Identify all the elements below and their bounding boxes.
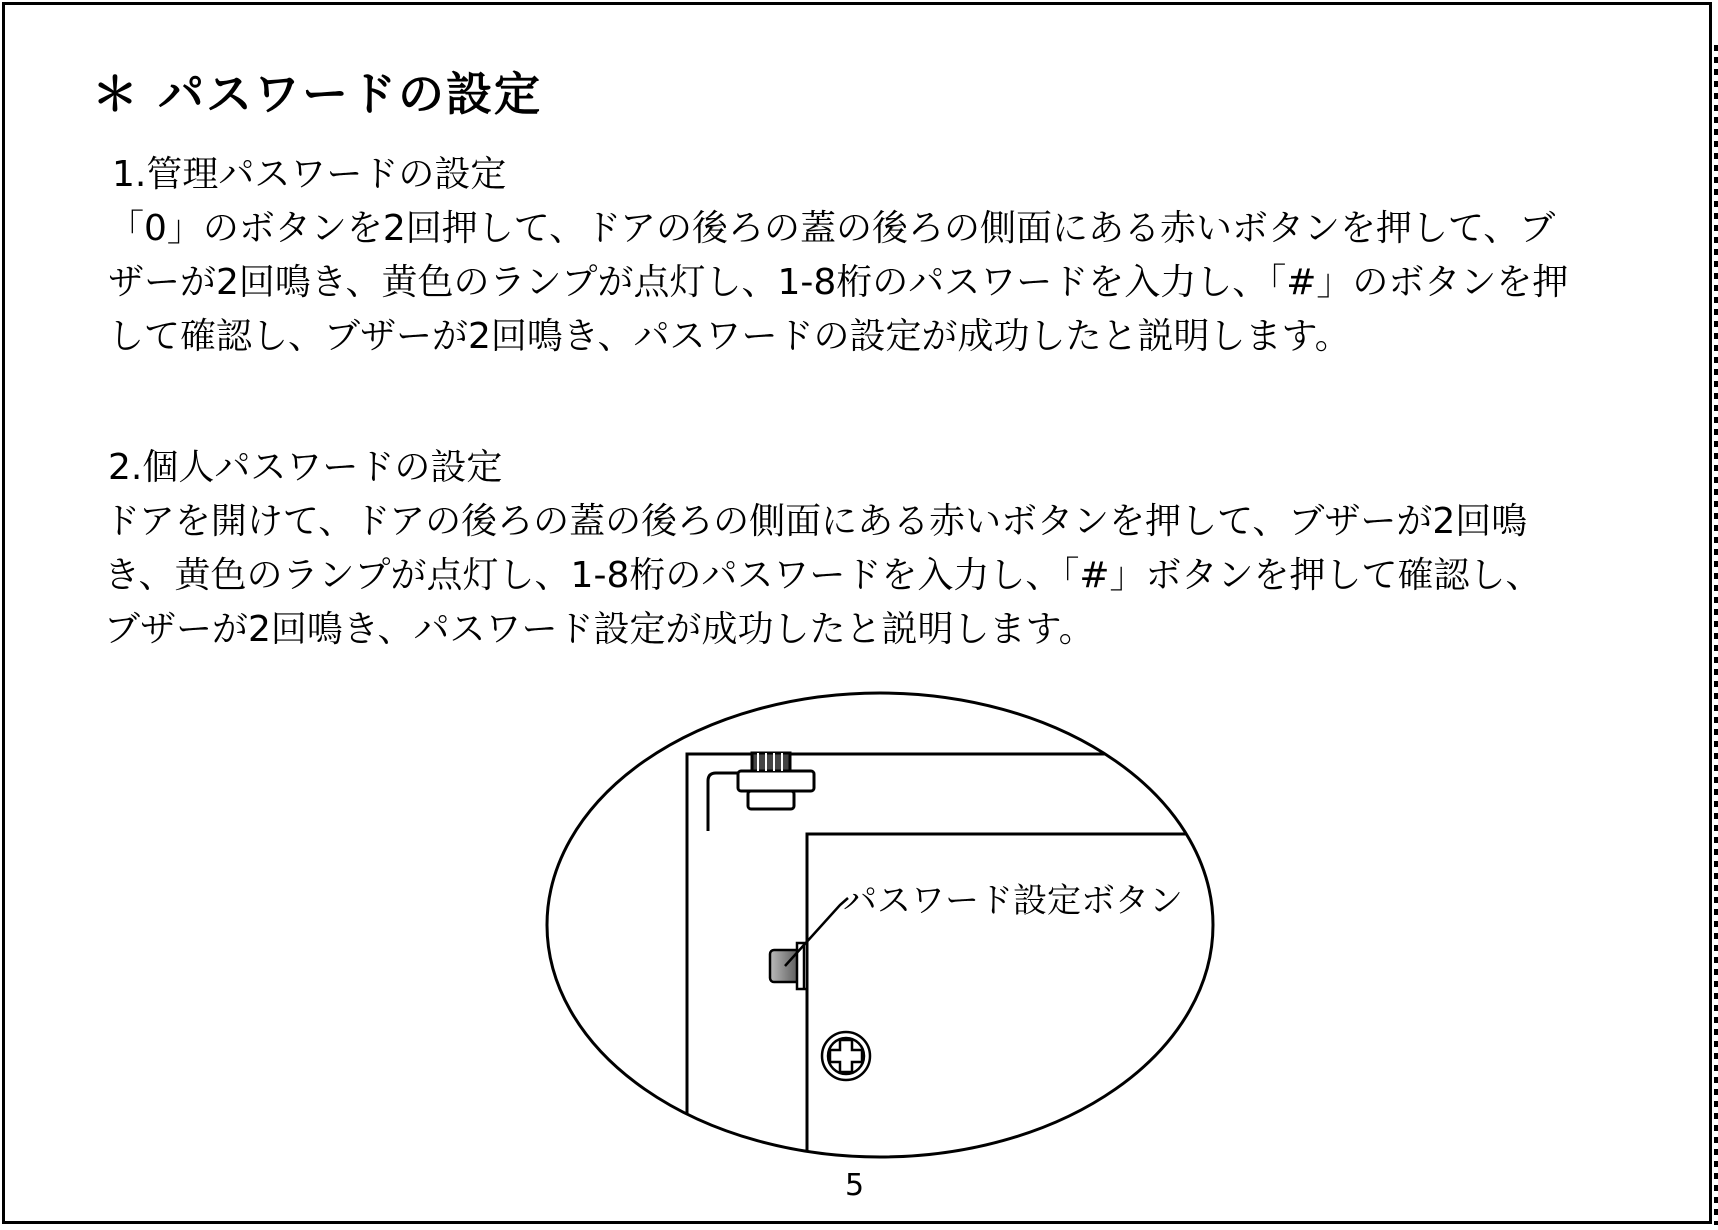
door-illustration	[540, 685, 1220, 1165]
callout-label: パスワード設定ボタン	[843, 881, 1183, 921]
section-title: 2.個人パスワードの設定	[108, 447, 503, 488]
page-heading: ＊ パスワードの設定	[92, 67, 543, 121]
section-title: 1.管理パスワードの設定	[112, 154, 507, 195]
outer-frame	[687, 754, 1220, 1165]
top-bracket	[708, 753, 814, 831]
callout-leader	[785, 898, 848, 966]
section-admin-password	[108, 148, 1578, 364]
page-number: 5	[845, 1168, 865, 1203]
section-personal-password	[104, 441, 1574, 657]
section-body: 「0」のボタンを2回押して、ドアの後ろの蓋の後ろの側面にある赤いボタンを押して、ブザーが2回鳴き、黄色のランプが点灯し、1-8桁のパスワードを入力し、「#」のボタンを押して確認し、ブザーが2回鳴き、パスワードの設定が成功したと説明します。	[108, 208, 1569, 357]
password-setting-button	[770, 943, 807, 989]
section-body: ドアを開けて、ドアの後ろの蓋の後ろの側面にある赤いボタンを押して、ブザーが2回鳴き、黄色のランプが点灯し、1-8桁のパスワードを入力し、「#」ボタンを押して確認し、ブザーが2回鳴き、パスワード設定が成功したと説明します。	[104, 501, 1542, 650]
detail-oval	[547, 693, 1213, 1157]
screw-icon	[822, 1032, 870, 1080]
